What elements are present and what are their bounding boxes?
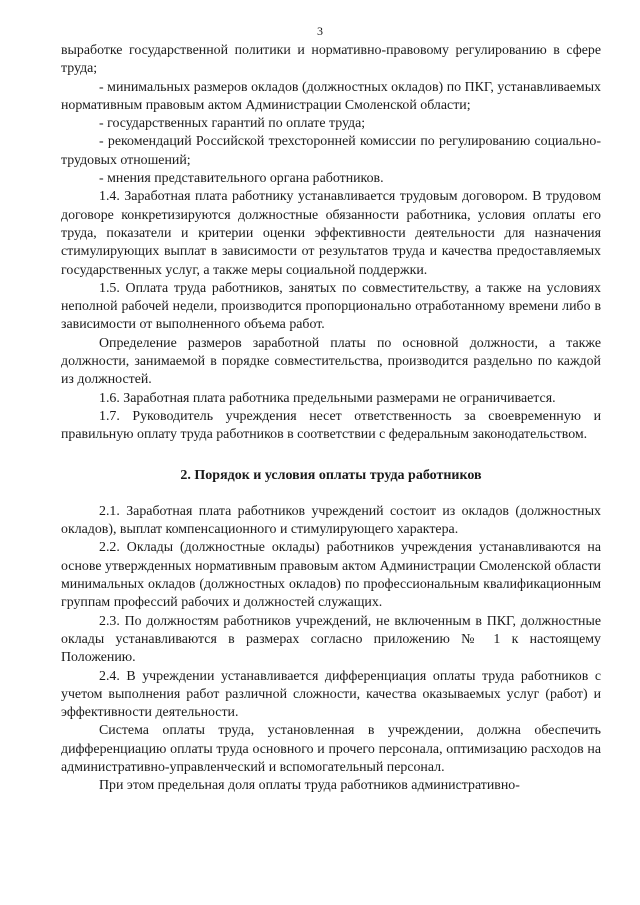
page-number: 3 <box>317 24 323 38</box>
paragraph: 2.4. В учреждении устанавливается дифференциация оплаты труда работников с учетом выполнения работ различной сложности, качества оказываемых услуг (работ) и эффективности деятельности. <box>61 668 601 721</box>
paragraph: Определение размеров заработной платы по основной должности, а также должности, занимаемой в порядке совместительства, производится раздельно по каждой из должностей. <box>61 335 601 388</box>
paragraph: 2.3. По должностям работников учреждений, не включенным в ПКГ, должностные оклады устанавливаются в размерах согласно приложению № 1 к настоящему Положению. <box>61 613 601 666</box>
paragraph: 1.6. Заработная плата работника предельными размерами не ограничивается. <box>99 390 556 406</box>
document-body <box>61 42 601 796</box>
paragraphs-after <box>61 503 601 796</box>
paragraph: 1.5. Оплата труда работников, занятых по совместительству, а также на условиях неполной рабочей недели, производится пропорционально отработанному времени либо в зависимости от выполненного объема работ. <box>61 280 601 333</box>
paragraph: При этом предельная доля оплаты труда работников административно- <box>99 778 520 794</box>
paragraph: - минимальных размеров окладов (должностных окладов) по ПКГ, устанавливаемых нормативным правовым актом Администрации Смоленской области; <box>61 79 601 113</box>
paragraph: 1.7. Руководитель учреждения несет ответственность за своевременную и правильную оплату труда работников в соответствии с федеральным законодательством. <box>61 408 601 443</box>
paragraph: 2.1. Заработная плата работников учреждений состоит из окладов (должностных окладов), выплат компенсационного и стимулирующего характера. <box>61 503 601 538</box>
paragraph: 2.2. Оклады (должностные оклады) работников учреждения устанавливаются на основе утвержденных нормативным правовым актом Администрации Смоленской области минимальных окладов (должностных окладов) по профессиональным квалификационным группам профессий рабочих и должностей служащих. <box>61 540 601 611</box>
paragraphs-before <box>61 42 601 445</box>
paragraph: - рекомендаций Российской трехсторонней комиссии по регулированию социально-трудовых отношений; <box>61 134 601 168</box>
paragraph: - мнения представительного органа работников. <box>99 171 384 187</box>
paragraph: 1.4. Заработная плата работнику устанавливается трудовым договором. В трудовом договоре конкретизируются должностные обязанности работника, условия оплаты его труда, показатели и критерии оценки эффективности деятельности для назначения стимулирующих выплат в зависимости от результатов труда и качества предоставляемых государственных услуг, а также меры социальной поддержки. <box>61 189 601 278</box>
paragraph: выработке государственной политики и нормативно-правовому регулированию в сфере труда; <box>61 43 601 77</box>
paragraph: Система оплаты труда, установленная в учреждении, должна обеспечить дифференциацию оплаты труда основного и прочего персонала, оптимизацию расходов на административно-управленческий и вспомогательный персонал. <box>61 723 601 775</box>
paragraph: - государственных гарантий по оплате труда; <box>99 116 366 132</box>
section-heading: 2. Порядок и условия оплаты труда работников <box>180 467 482 483</box>
